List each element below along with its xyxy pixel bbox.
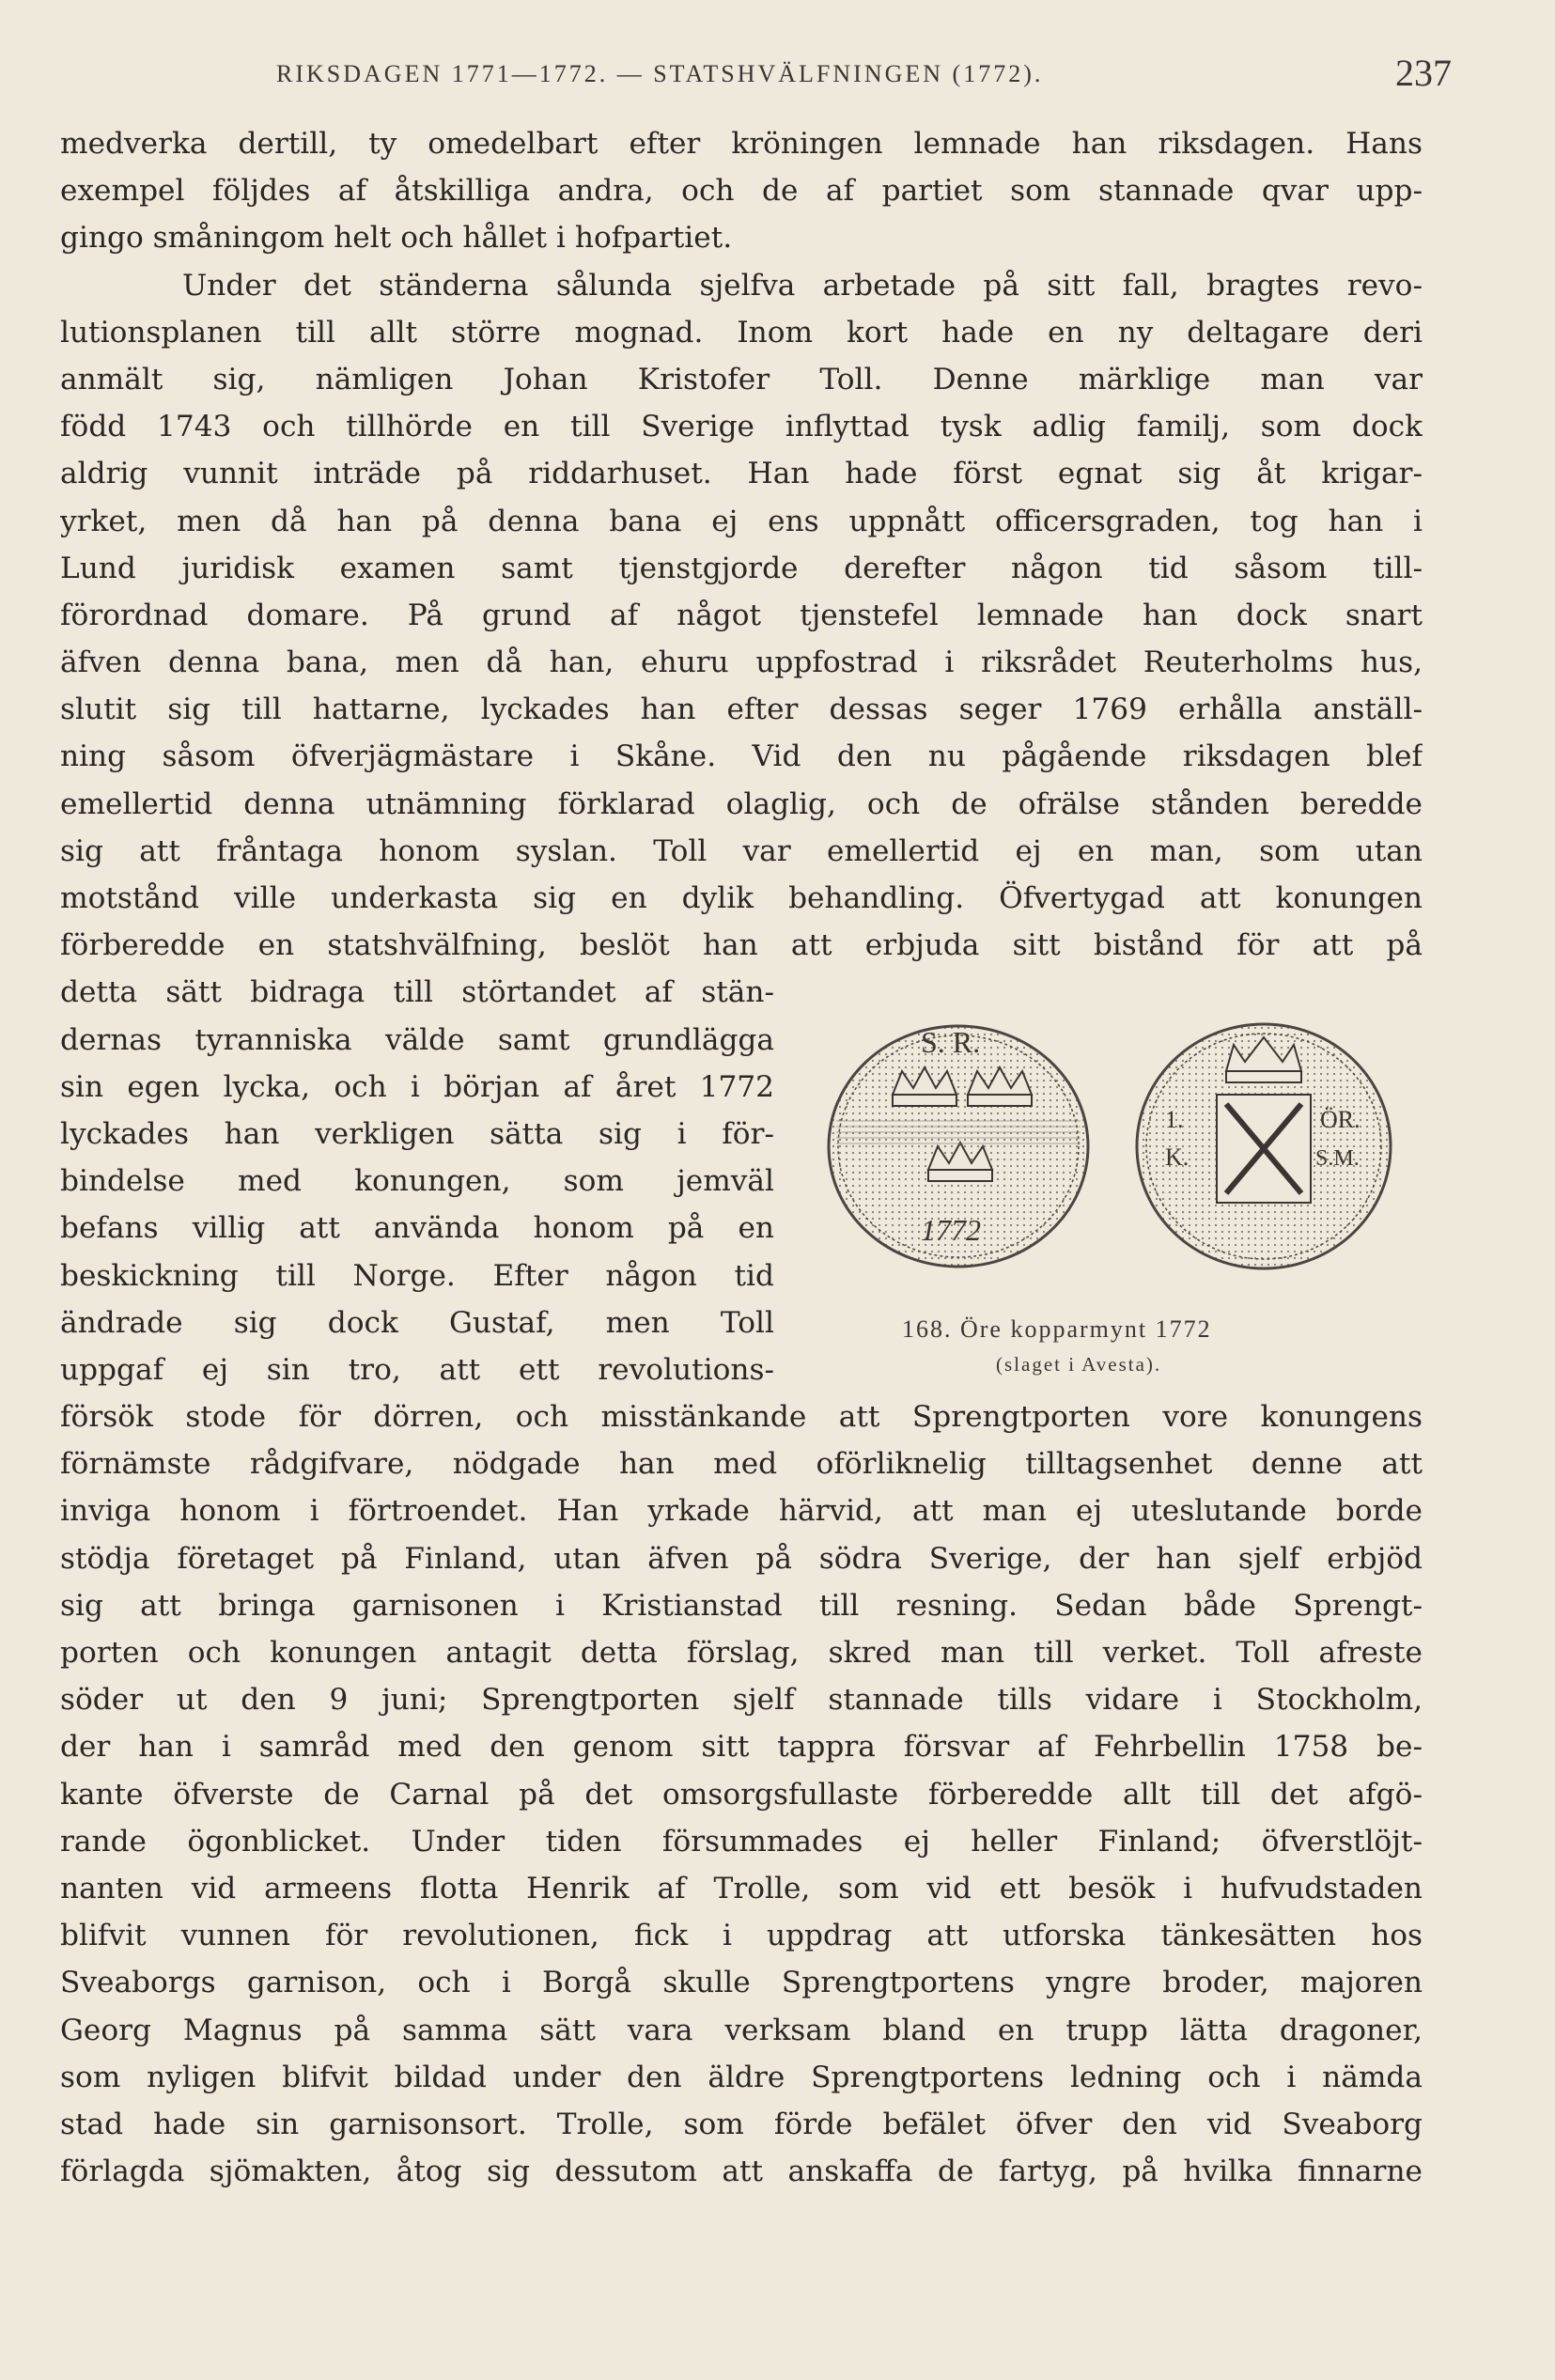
- text-line-beside-figure: bindelse med konungen, som jemväl: [60, 1164, 774, 1199]
- text-line: försök stode för dörren, och misstänkande att Sprengtporten vore konungens: [60, 1400, 1423, 1435]
- coin-obverse-engraving: [817, 1005, 1099, 1297]
- coin-reverse-left-mark-2: K.: [1165, 1143, 1190, 1171]
- coin-obverse-date: 1772: [921, 1213, 981, 1247]
- text-line: der han i samråd med den genom sitt tappra försvar af Fehrbellin 1758 be-: [60, 1730, 1423, 1765]
- text-line: exempel följdes af åtskilliga andra, och de af partiet som stannade qvar upp-: [60, 174, 1423, 209]
- text-line: yrket, men då han på denna bana ej ens uppnått officersgraden, tog han i: [60, 504, 1423, 538]
- text-line: blifvit vunnen för revolutionen, fick i uppdrag att utforska tänkesätten hos: [60, 1919, 1423, 1953]
- text-line: nanten vid armeens flotta Henrik af Trolle, som vid ett besök i hufvudstaden: [60, 1871, 1423, 1906]
- text-line: sig att fråntaga honom syslan. Toll var emellertid ej en man, som utan: [60, 833, 1423, 868]
- text-line: lutionsplanen till allt större mognad. Inom kort hade en ny deltagare deri: [60, 315, 1423, 350]
- figure-caption: 168. Öre kopparmynt 1772: [902, 1315, 1212, 1343]
- text-line: född 1743 och tillhörde en till Sverige inflyttad tysk adlig familj, som dock: [60, 410, 1423, 444]
- text-line: förlagda sjömakten, åtog sig dessutom att anskaffa de fartyg, på hvilka finnarne: [60, 2154, 1423, 2189]
- text-line: sig att bringa garnisonen i Kristianstad till resning. Sedan både Sprengt-: [60, 1588, 1423, 1623]
- text-line: förnämste rådgifvare, nödgade han med oförliknelig tilltagsenhet denne att: [60, 1447, 1423, 1482]
- text-line: kante öfverste de Carnal på det omsorgsfullaste förberedde allt till det afgö-: [60, 1777, 1423, 1812]
- text-line-beside-figure: ändrade sig dock Gustaf, men Toll: [60, 1305, 774, 1340]
- text-line: Sveaborgs garnison, och i Borgå skulle Sprengtportens yngre broder, majoren: [60, 1966, 1423, 2000]
- text-line: rande ögonblicket. Under tiden försummades ej heller Finland; öfverstlöjt-: [60, 1824, 1423, 1859]
- coin-reverse-right-mark-2: S.M.: [1315, 1146, 1360, 1171]
- text-line: slutit sig till hattarne, lyckades han efter dessas seger 1769 erhålla anställ-: [60, 692, 1423, 727]
- text-line: medverka dertill, ty omedelbart efter kröningen lemnade han riksdagen. Hans: [60, 127, 1423, 161]
- page-number: 237: [1395, 52, 1452, 94]
- text-line-beside-figure: uppgaf ej sin tro, att ett revolutions-: [60, 1352, 774, 1387]
- text-line: porten och konungen antagit detta förslag, skred man till verket. Toll afreste: [60, 1636, 1423, 1670]
- text-line-beside-figure: detta sätt bidraga till störtandet af stän-: [60, 975, 774, 1010]
- text-line: anmält sig, nämligen Johan Kristofer Toll. Denne märklige man var: [60, 362, 1423, 397]
- paragraph-start-line: Under det ständerna sålunda sjelfva arbetade på sitt fall, bragtes revo-: [182, 268, 1423, 303]
- text-line: förordnad domare. På grund af något tjenstefel lemnade han dock snart: [60, 598, 1423, 632]
- text-line-beside-figure: sin egen lycka, och i början af året 1772: [60, 1069, 774, 1104]
- figure-caption-sub: (slaget i Avesta).: [996, 1353, 1162, 1376]
- text-line: motstånd ville underkasta sig en dylik behandling. Öfvertygad att konungen: [60, 881, 1423, 915]
- text-line: som nyligen blifvit bildad under den äldre Sprengtportens ledning och i nämda: [60, 2060, 1423, 2094]
- text-line: Lund juridisk examen samt tjenstgjorde derefter någon tid såsom till-: [60, 551, 1423, 585]
- running-head: [60, 49, 1452, 96]
- text-line-beside-figure: dernas tyranniska välde samt grundlägga: [60, 1022, 774, 1057]
- text-line: inviga honom i förtroendet. Han yrkade härvid, att man ej uteslutande borde: [60, 1494, 1423, 1529]
- coin-reverse-engraving: [1127, 1005, 1400, 1297]
- running-title: RIKSDAGEN 1771—1772. — STATSHVÄLFNINGEN (1772).: [276, 60, 1044, 87]
- text-line: stad hade sin garnisonsort. Trolle, som förde befälet öfver den vid Sveaborg: [60, 2107, 1423, 2141]
- text-line: söder ut den 9 juni; Sprengtporten sjelf stannade tills vidare i Stockholm,: [60, 1683, 1423, 1718]
- text-line: äfven denna bana, men då han, ehuru uppfostrad i riksrådet Reuterholms hus,: [60, 646, 1423, 680]
- text-line-beside-figure: lyckades han verkligen sätta sig i för-: [60, 1116, 774, 1151]
- text-line: ning såsom öfverjägmästare i Skåne. Vid den nu pågående riksdagen blef: [60, 739, 1423, 774]
- text-line-beside-figure: beskickning till Norge. Efter någon tid: [60, 1258, 774, 1293]
- coin-figure: [817, 1005, 1361, 1409]
- text-line-beside-figure: befans villig att använda honom på en: [60, 1211, 774, 1246]
- text-line: gingo småningom helt och hållet i hofpartiet.: [60, 221, 733, 256]
- text-line: Georg Magnus på samma sätt vara verksam bland en trupp lätta dragoner,: [60, 2013, 1423, 2047]
- text-line: stödja företaget på Finland, utan äfven på södra Sverige, der han sjelf erbjöd: [60, 1541, 1423, 1576]
- text-line: aldrig vunnit inträde på riddarhuset. Han hade först egnat sig åt krigar-: [60, 457, 1423, 491]
- coin-reverse-right-mark: ÖR.: [1320, 1106, 1361, 1133]
- text-line: förberedde en statshvälfning, beslöt han att erbjuda sitt bistånd för att på: [60, 928, 1423, 963]
- coin-reverse-left-mark: 1.: [1165, 1106, 1184, 1133]
- coin-obverse-legend: S. R.: [921, 1025, 981, 1059]
- text-line: emellertid denna utnämning förklarad olaglig, och de ofrälse stånden beredde: [60, 786, 1423, 821]
